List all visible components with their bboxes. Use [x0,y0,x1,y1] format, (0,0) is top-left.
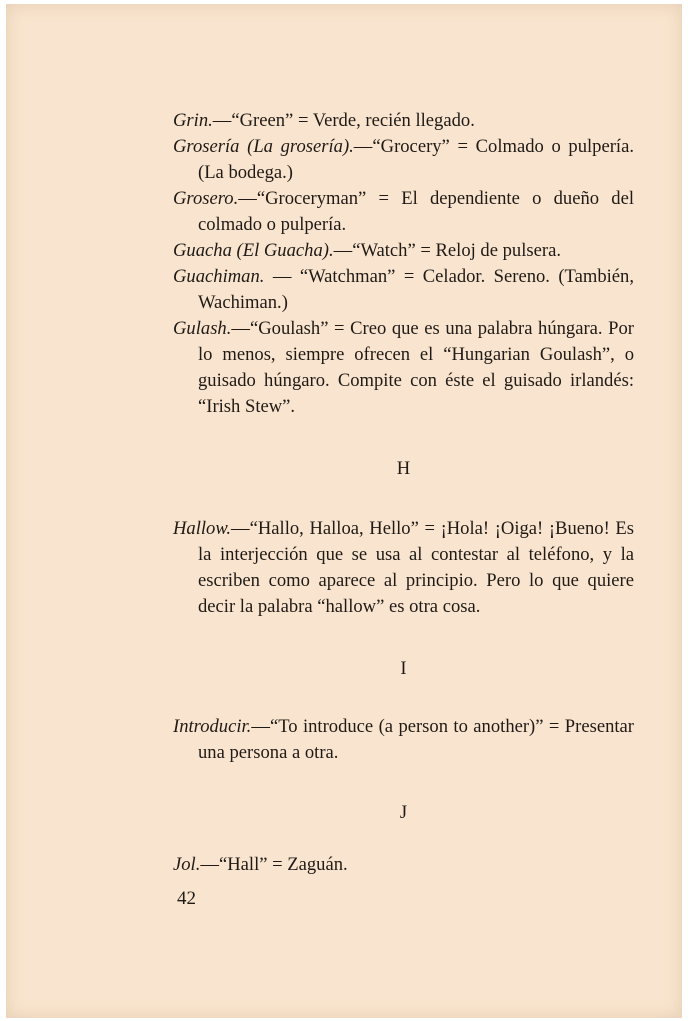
glossary-entry-groseria [173,134,634,186]
entry-definition: —“Green” = Verde, recién llegado. [212,110,475,131]
entry-definition: —“Grocery” = Colmado o pulpería. (La bodega.) [198,136,634,183]
entry-definition: —“To introduce (a person to another)” = Presentar una persona a otra. [198,716,634,763]
entry-term: Guacha (El Guacha). [173,240,334,261]
glossary-entry-guachiman [173,264,634,316]
glossary-entry-hallow [173,516,634,620]
glossary-entry-introducir [173,714,634,766]
section-heading-i: I [400,658,407,679]
glossary-text [173,108,634,878]
entry-term: Introducir. [173,716,252,737]
page-number: 42 [177,888,196,909]
entry-term: Gulash. [173,318,232,339]
glossary-entry-guacha [173,238,634,264]
entry-term: Guachiman. [173,266,265,287]
entry-term: Jol. [173,854,201,875]
glossary-entry-gulash [173,316,634,420]
entry-term: Grosero. [173,188,239,209]
section-heading-h: H [396,458,411,479]
entry-definition: —“Goulash” = Creo que es una palabra húngara. Por lo menos, siempre ofrecen el “Hungarian Goulash”, o guisado húngaro. Compite con éste el guisado irlandés: “Irish Stew”. [198,318,634,417]
entry-definition: —“Hallo, Halloa, Hello” = ¡Hola! ¡Oiga! ¡Bueno! Es la interjección que se usa al contestar al teléfono, y la escriben como aparece al principio. Pero lo que quiere decir la palabra “hallow” es otra cosa. [198,518,634,617]
entry-definition: —“Watch” = Reloj de pulsera. [333,240,561,261]
section-heading-j: J [399,802,408,823]
glossary-entry-jol [173,852,634,878]
entry-definition: —“Groceryman” = El dependiente o dueño del colmado o pulpería. [198,188,634,235]
glossary-entry-grin [173,108,634,134]
book-page [6,4,682,1018]
glossary-entry-grosero [173,186,634,238]
entry-definition: — “Watchman” = Celador. Sereno. (También, Wachiman.) [198,266,634,313]
entry-definition: —“Hall” = Zaguán. [200,854,348,875]
entry-term: Grin. [173,110,213,131]
entry-term: Grosería (La grosería). [173,136,354,157]
entry-term: Hallow. [173,518,232,539]
